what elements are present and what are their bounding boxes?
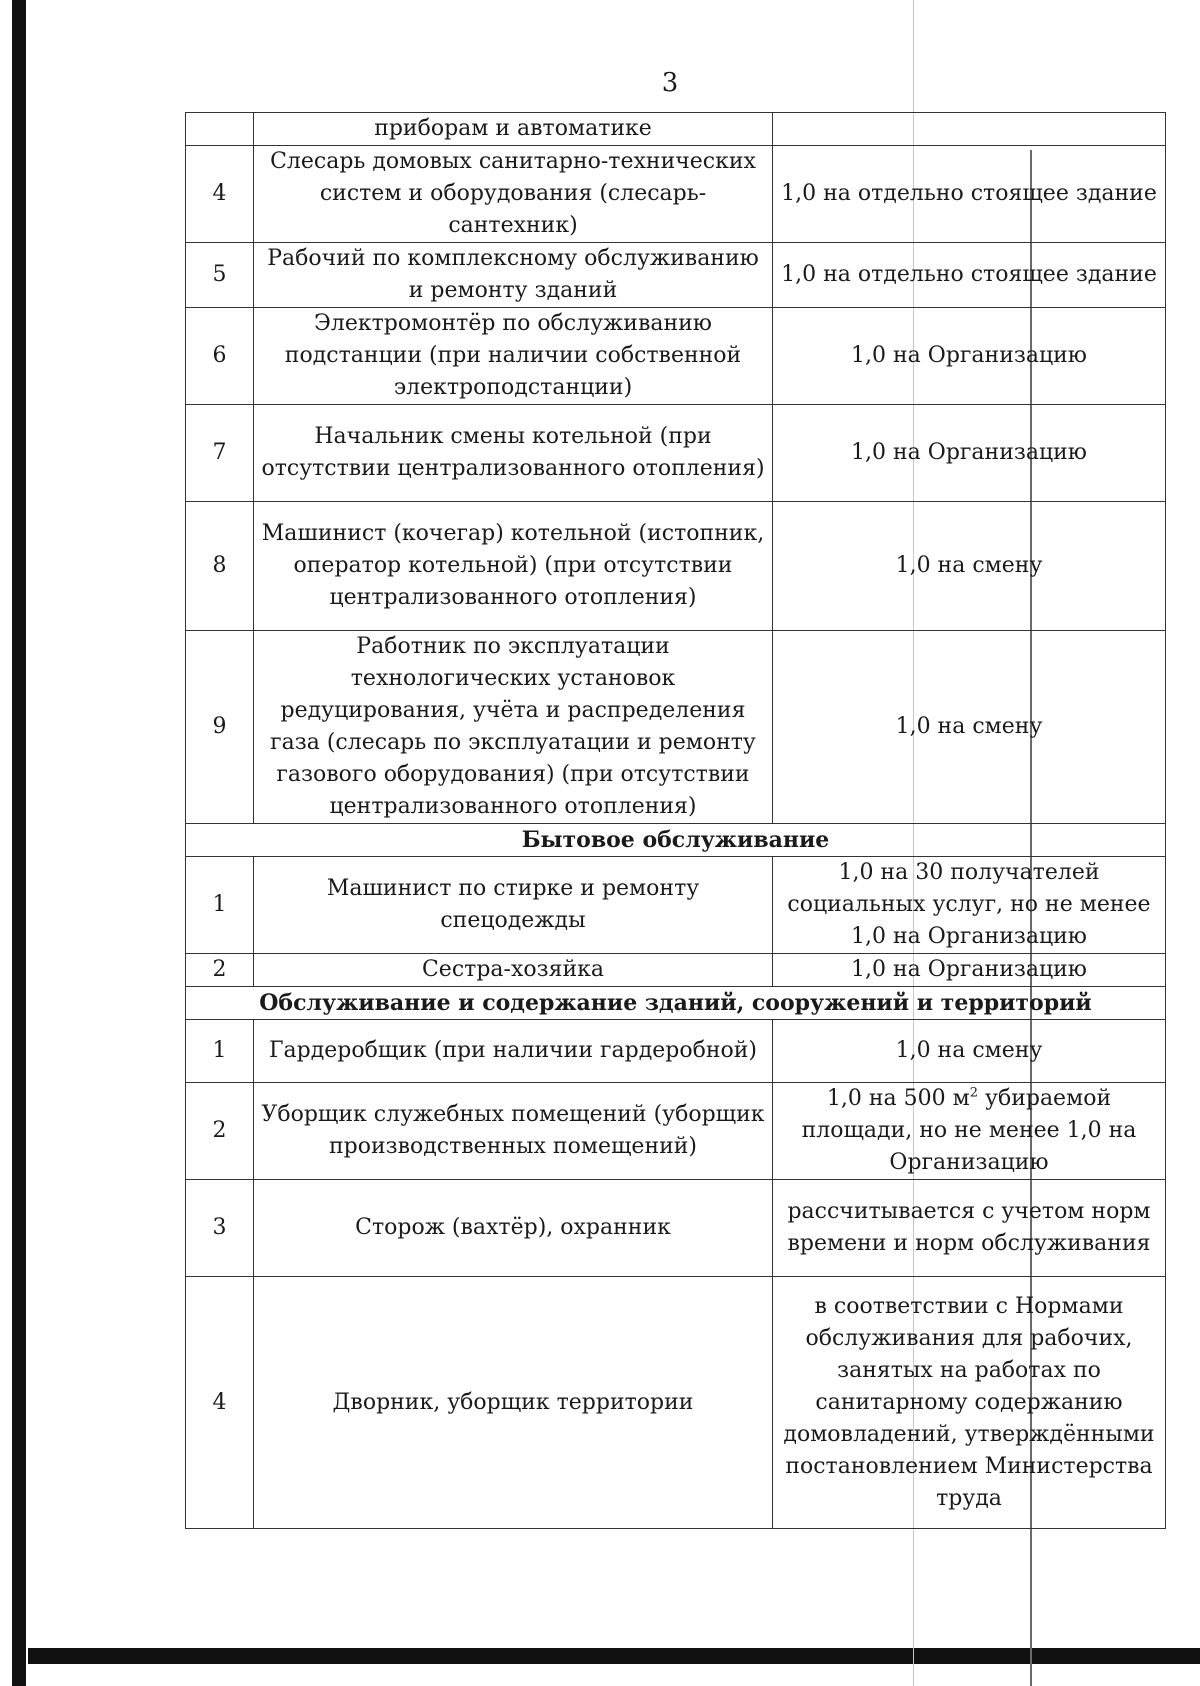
table-row: [186, 405, 1166, 502]
row-number-cell: 3: [186, 1180, 254, 1277]
position-name-cell: Машинист по стирке и ремонту спецодежды: [254, 857, 773, 954]
table-row: [186, 113, 1166, 146]
staffing-norm-cell: 1,0 на Организацию: [773, 405, 1166, 502]
row-number-cell: [186, 113, 254, 146]
staffing-norm-cell: [773, 113, 1166, 146]
position-name-cell: Дворник, уборщик территории: [254, 1277, 773, 1529]
row-number-cell: 1: [186, 857, 254, 954]
position-name-cell: Сестра-хозяйка: [254, 954, 773, 987]
row-number-cell: 7: [186, 405, 254, 502]
position-name-cell: Гардеробщик (при наличии гардеробной): [254, 1020, 773, 1083]
table-row: [186, 308, 1166, 405]
row-number-cell: 5: [186, 243, 254, 308]
table-row: [186, 1083, 1166, 1180]
position-name-cell: Сторож (вахтёр), охранник: [254, 1180, 773, 1277]
position-name-cell: Слесарь домовых санитарно-технических систем и оборудования (слесарь-сантехник): [254, 146, 773, 243]
position-name-cell: Рабочий по комплексному обслуживанию и ремонту зданий: [254, 243, 773, 308]
table-row: [186, 1277, 1166, 1529]
table-row: [186, 146, 1166, 243]
table-row: [186, 1020, 1166, 1083]
staffing-norm-cell: 1,0 на смену: [773, 1020, 1166, 1083]
scan-left-edge: [12, 0, 26, 1686]
section-title: Бытовое обслуживание: [186, 824, 1166, 857]
row-number-cell: 4: [186, 1277, 254, 1529]
table-row: [186, 1180, 1166, 1277]
staffing-norm-cell: 1,0 на 30 получателей социальных услуг, но не менее 1,0 на Организацию: [773, 857, 1166, 954]
position-name-cell: Машинист (кочегар) котельной (истопник, оператор котельной) (при отсутствии централизованного отопления): [254, 502, 773, 631]
staffing-norm-cell: 1,0 на Организацию: [773, 308, 1166, 405]
staffing-norm-cell: 1,0 на смену: [773, 631, 1166, 824]
page-number: 3: [661, 68, 679, 98]
staffing-norm-cell: 1,0 на 500 $м^2$ убираемой площади, но не менее 1,0 на Организацию: [773, 1083, 1166, 1180]
table-row: [186, 857, 1166, 954]
section-title: Обслуживание и содержание зданий, сооружений и территорий: [186, 987, 1166, 1020]
row-number-cell: 9: [186, 631, 254, 824]
row-number-cell: 6: [186, 308, 254, 405]
staffing-norm-cell: 1,0 на отдельно стоящее здание: [773, 243, 1166, 308]
section-header-row: [186, 824, 1166, 857]
row-number-cell: 2: [186, 954, 254, 987]
staffing-norm-cell: 1,0 на смену: [773, 502, 1166, 631]
staffing-norm-cell: рассчитывается с учетом норм времени и норм обслуживания: [773, 1180, 1166, 1277]
position-name-cell: Работник по эксплуатации технологических установок редуцирования, учёта и распределения газа (слесарь по эксплуатации и ремонту газового оборудования) (при отсутствии централизованного отопления): [254, 631, 773, 824]
staffing-norm-cell: 1,0 на отдельно стоящее здание: [773, 146, 1166, 243]
row-number-cell: 2: [186, 1083, 254, 1180]
row-number-cell: 8: [186, 502, 254, 631]
row-number-cell: 4: [186, 146, 254, 243]
staffing-norm-cell: 1,0 на Организацию: [773, 954, 1166, 987]
staffing-norms-table: [185, 112, 1166, 1529]
position-name-cell: Уборщик служебных помещений (уборщик производственных помещений): [254, 1083, 773, 1180]
table-row: [186, 631, 1166, 824]
staffing-norm-cell: в соответствии с Нормами обслуживания для рабочих, занятых на работах по санитарному содержанию домовладений, утверждёнными постановлением Министерства труда: [773, 1277, 1166, 1529]
position-name-cell: приборам и автоматике: [254, 113, 773, 146]
section-header-row: [186, 987, 1166, 1020]
table-row: [186, 502, 1166, 631]
table-row: [186, 954, 1166, 987]
row-number-cell: 1: [186, 1020, 254, 1083]
position-name-cell: Электромонтёр по обслуживанию подстанции (при наличии собственной электроподстанции): [254, 308, 773, 405]
table-row: [186, 243, 1166, 308]
scan-bottom-edge: [28, 1648, 1200, 1664]
position-name-cell: Начальник смены котельной (при отсутствии централизованного отопления): [254, 405, 773, 502]
